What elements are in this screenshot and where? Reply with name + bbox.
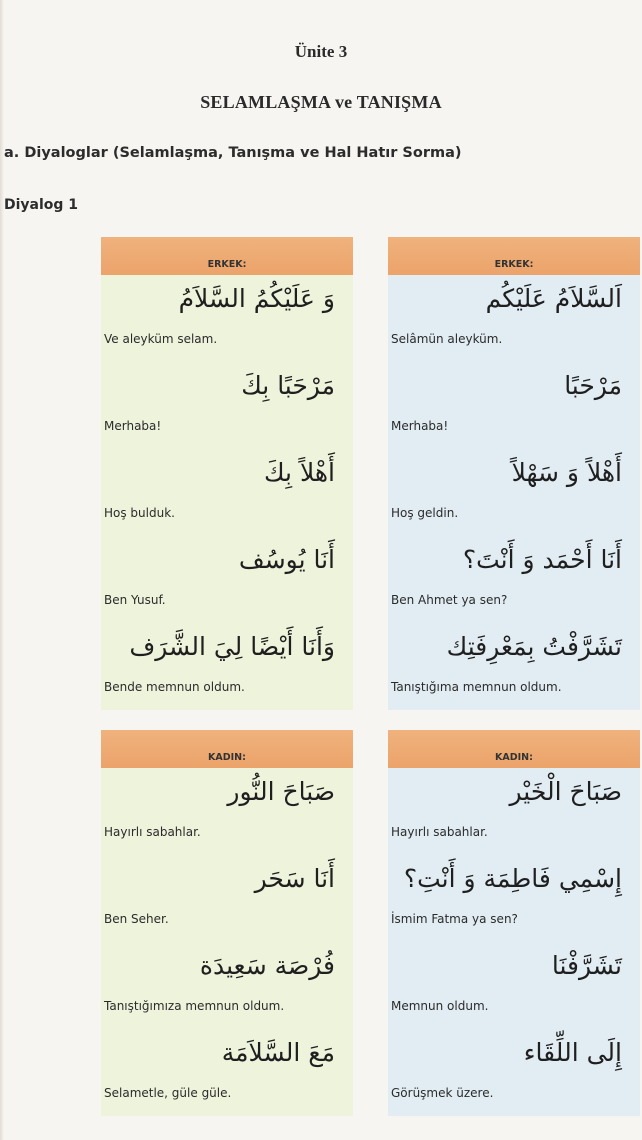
translation-line: Merhaba! bbox=[391, 419, 449, 433]
right-kadin-block bbox=[388, 730, 640, 1116]
arabic-line: صَبَاحَ الْخَيْر bbox=[509, 777, 622, 806]
arabic-line: أَهْلاً وَ سَهْلاً bbox=[511, 458, 622, 487]
section-heading: a. Diyaloglar (Selamlaşma, Tanışma ve Hal Hatır Sorma) bbox=[4, 145, 462, 161]
page-title: SELAMLAŞMA ve TANIŞMA bbox=[200, 92, 442, 112]
left-erkek-body bbox=[101, 275, 353, 710]
unit-heading: Ünite 3 bbox=[294, 42, 348, 61]
translation-line: Tanıştığımıza memnun oldum. bbox=[104, 999, 285, 1013]
translation-line: Selametle, güle güle. bbox=[104, 1086, 232, 1100]
right-erkek-header: ERKEK: bbox=[388, 237, 640, 275]
arabic-line: أَهْلاً بِكَ bbox=[263, 458, 335, 487]
arabic-line: اَلسَّلاَمُ عَلَيْكُم bbox=[485, 284, 622, 313]
translation-line: Ben Ahmet ya sen? bbox=[391, 593, 508, 607]
arabic-line: وَأَنَا أَيْضًا لِيَ الشَّرَف bbox=[129, 632, 335, 661]
arabic-line: فُرْصَة سَعِيدَة bbox=[199, 951, 335, 980]
dialog-heading: Diyalog 1 bbox=[4, 197, 79, 213]
translation-line: Hayırlı sabahlar. bbox=[104, 825, 201, 839]
arabic-line: صَبَاحَ النُّور bbox=[227, 777, 335, 806]
left-erkek-block bbox=[101, 237, 353, 710]
translation-line: Memnun oldum. bbox=[391, 999, 489, 1013]
arabic-line: مَعَ السَّلاَمَة bbox=[221, 1038, 335, 1067]
translation-line: Ve aleyküm selam. bbox=[104, 332, 218, 346]
translation-line: Hoş geldin. bbox=[391, 506, 459, 520]
arabic-line: مَرْحَبًا bbox=[564, 371, 622, 400]
arabic-line: إِلَى اللِّقَاء bbox=[523, 1038, 622, 1067]
arabic-line: أَنَا سَحَر bbox=[254, 864, 335, 893]
arabic-line: أَنَا يُوسُف bbox=[238, 545, 335, 574]
right-column bbox=[388, 237, 640, 1116]
left-kadin-body bbox=[101, 768, 353, 1116]
left-column bbox=[101, 237, 353, 1116]
page-gutter-shadow bbox=[0, 0, 4, 1140]
translation-line: Hoş bulduk. bbox=[104, 506, 175, 520]
translation-line: Bende memnun oldum. bbox=[104, 680, 245, 694]
right-erkek-block bbox=[388, 237, 640, 710]
arabic-line: تَشَرَّفْتُ بِمَعْرِفَتِك bbox=[446, 632, 622, 661]
arabic-line: وَ عَلَيْكُمُ السَّلاَمُ bbox=[178, 284, 335, 313]
translation-line: Selâmün aleyküm. bbox=[391, 332, 503, 346]
arabic-line: إِسْمِي فَاطِمَة وَ أَنْتِ؟ bbox=[403, 864, 622, 893]
arabic-line: مَرْحَبًا بِكَ bbox=[241, 371, 335, 400]
arabic-line: أَنَا أَحْمَد وَ أَنْتَ؟ bbox=[462, 545, 622, 574]
translation-line: Tanıştığıma memnun oldum. bbox=[391, 680, 562, 694]
translation-line: İsmim Fatma ya sen? bbox=[391, 912, 518, 926]
left-erkek-header: ERKEK: bbox=[101, 237, 353, 275]
translation-line: Hayırlı sabahlar. bbox=[391, 825, 488, 839]
right-kadin-header: KADIN: bbox=[388, 730, 640, 768]
left-kadin-block bbox=[101, 730, 353, 1116]
translation-line: Ben Seher. bbox=[104, 912, 169, 926]
translation-line: Ben Yusuf. bbox=[104, 593, 166, 607]
left-kadin-header: KADIN: bbox=[101, 730, 353, 768]
translation-line: Görüşmek üzere. bbox=[391, 1086, 494, 1100]
arabic-line: تَشَرَّفْنَا bbox=[551, 951, 622, 980]
translation-line: Merhaba! bbox=[104, 419, 162, 433]
right-kadin-body bbox=[388, 768, 640, 1116]
right-erkek-body bbox=[388, 275, 640, 710]
